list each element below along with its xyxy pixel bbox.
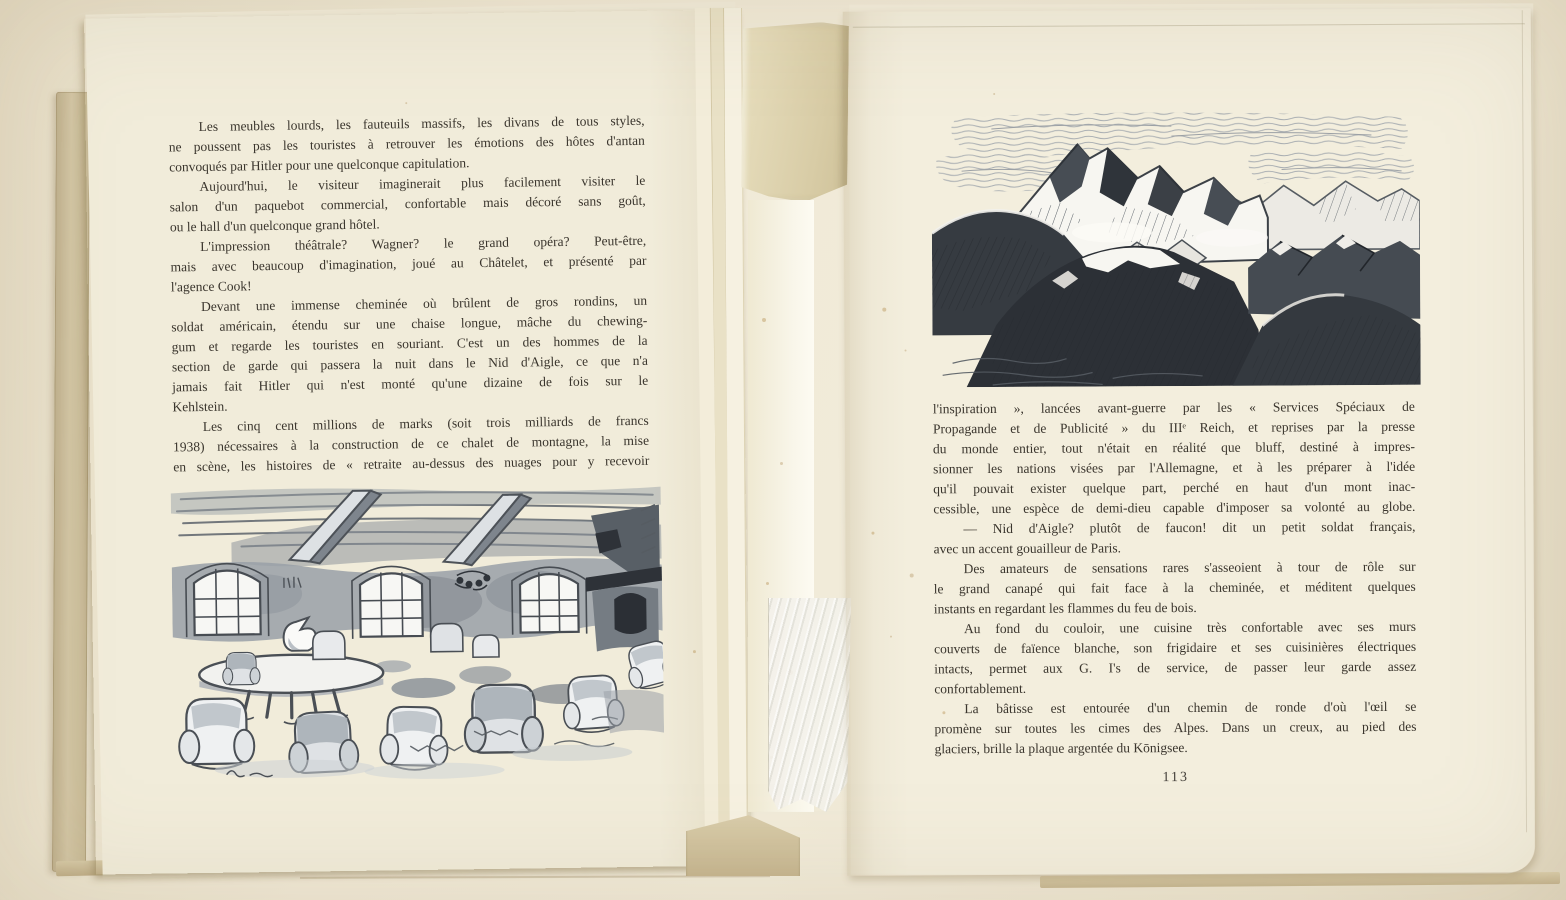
text-line: Devant une immense cheminée où brûlent de gros rondins, un bbox=[200, 292, 648, 315]
foxing-spot bbox=[693, 650, 696, 653]
paragraph bbox=[173, 411, 650, 478]
text-line: Au fond du couloir, une cuisine très confortable avec ses murs bbox=[963, 618, 1417, 637]
text-line: jamais fait Hitler qui n'est monté qu'une dizaine de fois sur le bbox=[172, 372, 649, 395]
paragraph bbox=[934, 557, 1416, 620]
text-line: section de garde qui passera la nuit dans le Nid d'Aigle, ce que n'a bbox=[171, 352, 648, 375]
text-line: convoqués par Hitler pour une quelconque capitulation. bbox=[169, 155, 470, 175]
right-page bbox=[843, 8, 1536, 876]
left-page bbox=[84, 9, 751, 874]
foxing-spot bbox=[780, 462, 783, 465]
text-line: sionner les nations visées par l'Allemagne, et à les préparer à l'idée bbox=[933, 458, 1416, 477]
text-line: mais avec beaucoup d'imagination, joué au Châtelet, et présenté par bbox=[170, 252, 647, 275]
text-line: instants en regardant les flammes du feu de bois. bbox=[933, 599, 1197, 617]
text-line: l'inspiration », lancées avant-guerre par les « Services Spéciaux de bbox=[932, 398, 1415, 417]
text-line: intacts, permet aux G. I's de service, de passer leur garde assez bbox=[934, 658, 1417, 677]
text-line: — Nid d'Aigle? plutôt de faucon! dit un petit soldat français, bbox=[963, 518, 1416, 537]
text-line: Aujourd'hui, le visiteur imaginerait plus facilement visiter le bbox=[199, 172, 646, 195]
text-line: le grand canapé qui fait face à la cheminée, et méditent quelques bbox=[933, 578, 1416, 597]
text-line: couverts de faïence blanche, son frigidaire et ses cuisinières électriques bbox=[934, 638, 1417, 657]
text-line: qu'il pouvait exister quelque part, perché en haut d'un mont inac- bbox=[933, 478, 1416, 497]
paragraph bbox=[169, 171, 646, 238]
text-line: Propagande et de Publicité » du IIIᵉ Reich, et reprises par la presse bbox=[932, 418, 1415, 437]
paragraph bbox=[170, 231, 647, 298]
text-line: 1938) nécessaires à la construction de ce chalet de montagne, la mise bbox=[172, 432, 650, 455]
glassine-sheet bbox=[768, 598, 851, 812]
text-line: gum et regarde les touristes en souriant. C'est un des hommes de la bbox=[171, 332, 648, 355]
text-line: avec un accent gouailleur de Paris. bbox=[933, 540, 1122, 557]
foxing-spot bbox=[890, 636, 892, 638]
text-line: Des amateurs de sensations rares s'asseoient à tour de rôle sur bbox=[963, 558, 1416, 577]
paragraph bbox=[171, 291, 649, 418]
paragraph bbox=[933, 517, 1415, 560]
text-line: glaciers, brille la plaque argentée du Kōnigsee. bbox=[934, 740, 1188, 757]
text-line: L'impression théâtrale? Wagner? le grand opéra? Peut-être, bbox=[200, 232, 647, 255]
book-cover-left-edge bbox=[52, 92, 90, 872]
text-line: cessible, une espèce de demi-dieu capable d'imposer sa volonté au globe. bbox=[933, 498, 1416, 517]
text-line: l'agence Cook! bbox=[170, 278, 252, 295]
foxing-spot bbox=[993, 93, 995, 95]
right-page-text-column bbox=[933, 397, 1417, 760]
interleaf-tissue bbox=[741, 21, 849, 202]
foxing-spot bbox=[910, 573, 914, 577]
text-line: salon d'un paquebot commercial, confortable mais décoré sans goût, bbox=[169, 192, 646, 215]
text-line: La bâtisse est entourée d'un chemin de ronde d'où l'œil se bbox=[964, 698, 1417, 717]
foxing-spot bbox=[942, 711, 945, 714]
foxing-spot bbox=[762, 318, 766, 322]
text-line: ou le hall d'un quelconque grand hôtel. bbox=[169, 216, 380, 235]
text-line: Les meubles lourds, les fauteuils massifs, les divans de tous styles, bbox=[198, 112, 645, 135]
paragraph bbox=[168, 111, 645, 178]
text-line: Kehlstein. bbox=[172, 398, 228, 415]
paragraph bbox=[933, 397, 1416, 520]
page-number: 113 bbox=[1162, 770, 1190, 786]
foxing-spot bbox=[905, 349, 907, 351]
left-page-text-column bbox=[168, 111, 649, 478]
foxing-spot bbox=[766, 582, 769, 585]
foxing-spot bbox=[871, 532, 874, 535]
text-line: Les cinq cent millions de marks (soit trois milliards de francs bbox=[202, 412, 649, 434]
text-line: promène sur toutes les cimes des Alpes. Dans un creux, au pied des bbox=[934, 718, 1417, 737]
text-line: soldat américain, étendu sur une chaise longue, mâche du chewing- bbox=[171, 312, 648, 335]
text-line: du monde entier, tout n'était en réalité que bluff, destiné à impres- bbox=[932, 438, 1416, 457]
alpine-peaks-illustration bbox=[931, 109, 1420, 388]
text-line: en scène, les histoires de « retraite au-dessus des nuages pour y recevoir bbox=[173, 452, 650, 475]
great-hall-illustration bbox=[171, 481, 665, 788]
foxing-spot bbox=[405, 102, 407, 104]
text-line: ne poussent pas les touristes à retrouver les émotions des hôtes d'antan bbox=[168, 132, 645, 155]
paragraph bbox=[934, 697, 1416, 760]
text-line: confortablement. bbox=[934, 680, 1027, 697]
paragraph bbox=[934, 617, 1416, 700]
foxing-spot bbox=[882, 308, 886, 312]
